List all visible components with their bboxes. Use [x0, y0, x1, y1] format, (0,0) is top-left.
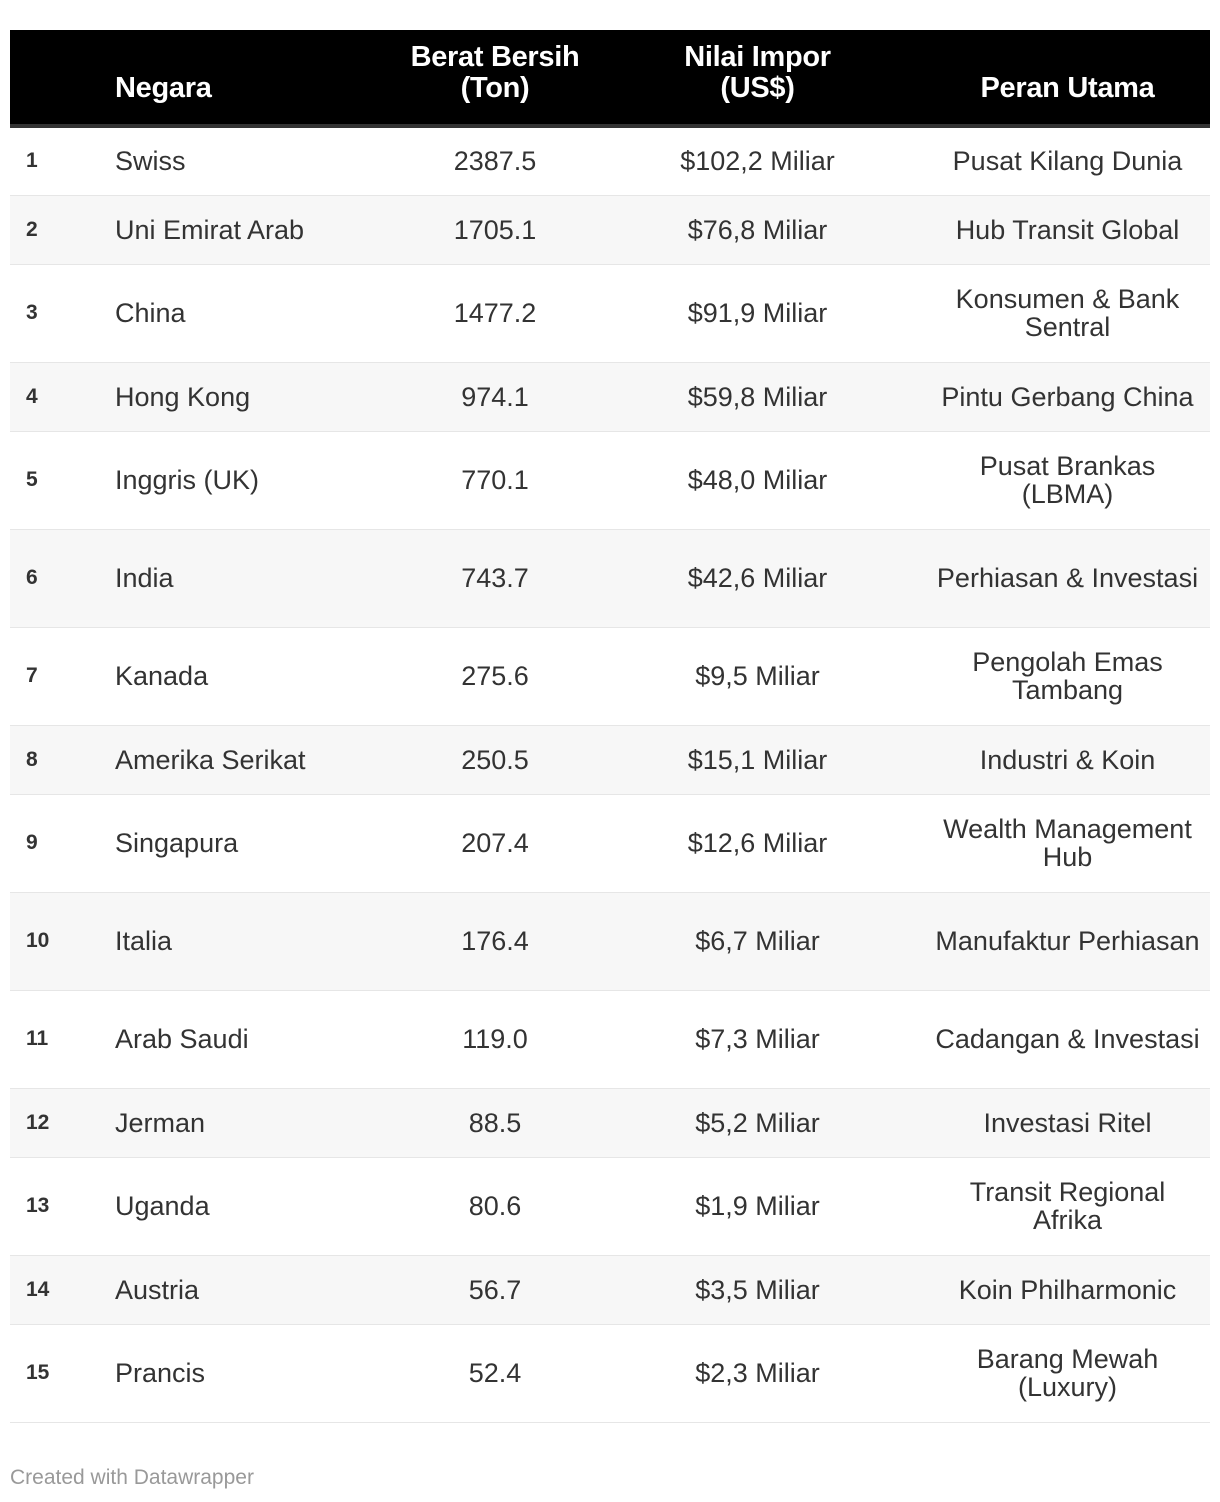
cell-rank: 11: [26, 1027, 49, 1050]
data-table-container: [10, 30, 1210, 1423]
table-row: [10, 1255, 1210, 1324]
header-weight-line-2: (Ton): [460, 72, 530, 104]
cell-role: Pusat Brankas (LBMA): [979, 451, 1156, 509]
cell-country: Jerman: [115, 1107, 206, 1138]
cell-role: Investasi Ritel: [983, 1107, 1152, 1138]
cell-weight: 743.7: [461, 563, 529, 593]
cell-weight: 80.6: [468, 1191, 522, 1221]
cell-role: Cadangan & Investasi: [935, 1024, 1200, 1054]
cell-weight: 176.4: [461, 926, 529, 956]
cell-role: Barang Mewah (Luxury): [976, 1344, 1159, 1402]
cell-role: Hub Transit Global: [955, 214, 1180, 245]
table-row: [10, 1088, 1210, 1157]
cell-role: Transit Regional Afrika: [969, 1177, 1166, 1235]
header-role[interactable]: Peran Utama: [925, 30, 1210, 126]
cell-country: Italia: [115, 926, 173, 956]
cell-value: $76,8 Miliar: [687, 214, 828, 245]
table-row: [10, 529, 1210, 627]
cell-rank: 5: [26, 468, 38, 491]
cell-rank: 1: [26, 149, 38, 173]
cell-role: Wealth Management Hub: [943, 814, 1192, 872]
cell-country: Kanada: [115, 661, 209, 691]
table-row: [10, 362, 1210, 431]
cell-rank: 7: [26, 664, 38, 687]
cell-weight: 56.7: [468, 1274, 522, 1305]
cell-rank: 4: [26, 384, 38, 408]
cell-role: Industri & Koin: [979, 744, 1156, 775]
table-row: [10, 627, 1210, 725]
cell-role: Pintu Gerbang China: [941, 381, 1194, 412]
header-weight-line-1: Berat Bersih: [410, 41, 580, 73]
header-row: [10, 30, 1210, 126]
table-row: [10, 126, 1210, 195]
cell-role: Koin Philharmonic: [958, 1274, 1177, 1305]
cell-value: $9,5 Miliar: [695, 661, 820, 691]
cell-value: $2,3 Miliar: [695, 1358, 820, 1388]
table-row: [10, 195, 1210, 264]
cell-country: India: [115, 563, 174, 593]
table-row: [10, 725, 1210, 794]
cell-weight: 770.1: [461, 465, 529, 495]
cell-value: $5,2 Miliar: [695, 1107, 820, 1138]
table-row: [10, 990, 1210, 1088]
cell-weight: 250.5: [461, 744, 529, 775]
cell-country: Prancis: [115, 1358, 206, 1388]
cell-rank: 6: [26, 566, 38, 589]
cell-weight: 1705.1: [453, 214, 537, 245]
cell-role: Perhiasan & Investasi: [936, 563, 1199, 593]
cell-country: Amerika Serikat: [115, 744, 306, 775]
cell-value: $91,9 Miliar: [687, 298, 828, 328]
cell-country: Singapura: [115, 828, 239, 858]
cell-value: $3,5 Miliar: [695, 1274, 820, 1305]
cell-value: $102,2 Miliar: [680, 146, 835, 177]
data-table: [10, 30, 1210, 1423]
cell-weight: 1477.2: [453, 298, 537, 328]
table-header: [10, 30, 1210, 126]
cell-value: $7,3 Miliar: [695, 1024, 820, 1054]
cell-role: Pengolah Emas Tambang: [972, 647, 1163, 705]
header-country[interactable]: Negara: [105, 30, 400, 126]
cell-value: $48,0 Miliar: [687, 465, 828, 495]
cell-role: Konsumen & Bank Sentral: [955, 284, 1180, 342]
cell-value: $15,1 Miliar: [687, 744, 828, 775]
cell-rank: 14: [26, 1277, 50, 1301]
table-row: [10, 264, 1210, 362]
cell-rank: 9: [26, 831, 38, 854]
cell-weight: 88.5: [468, 1107, 522, 1138]
cell-rank: 3: [26, 301, 38, 324]
cell-weight: 119.0: [462, 1024, 528, 1054]
table-row: [10, 1157, 1210, 1255]
cell-country: Austria: [115, 1274, 200, 1305]
table-row: [10, 1324, 1210, 1422]
cell-weight: 974.1: [461, 381, 529, 412]
cell-weight: 275.6: [461, 661, 529, 691]
cell-country: Uganda: [115, 1191, 210, 1221]
table-row: [10, 431, 1210, 529]
header-weight[interactable]: [400, 30, 590, 126]
footer-credit: Created with Datawrapper: [10, 1466, 254, 1489]
cell-rank: 12: [26, 1110, 50, 1134]
header-value[interactable]: [590, 30, 925, 126]
header-value-line-2: (US$): [720, 72, 795, 104]
cell-value: $59,8 Miliar: [687, 381, 828, 412]
cell-rank: 10: [26, 929, 50, 952]
cell-weight: 52.4: [468, 1358, 522, 1388]
cell-country: China: [115, 298, 186, 328]
cell-value: $1,9 Miliar: [695, 1191, 820, 1221]
cell-country: Uni Emirat Arab: [115, 214, 305, 245]
cell-rank: 15: [26, 1361, 50, 1384]
cell-role: Manufaktur Perhiasan: [935, 926, 1200, 956]
cell-value: $12,6 Miliar: [687, 828, 828, 858]
table-row: [10, 892, 1210, 990]
cell-rank: 13: [26, 1194, 50, 1217]
cell-country: Swiss: [115, 146, 186, 177]
table-body: [10, 126, 1210, 1422]
cell-weight: 2387.5: [453, 146, 537, 177]
cell-rank: 8: [26, 747, 38, 771]
cell-value: $42,6 Miliar: [687, 563, 828, 593]
cell-country: Inggris (UK): [115, 465, 260, 495]
cell-role: Pusat Kilang Dunia: [952, 146, 1183, 177]
cell-rank: 2: [26, 217, 38, 241]
table-row: [10, 794, 1210, 892]
header-rank: [10, 30, 105, 126]
cell-value: $6,7 Miliar: [695, 926, 820, 956]
cell-weight: 207.4: [461, 828, 529, 858]
cell-country: Arab Saudi: [115, 1024, 249, 1054]
cell-country: Hong Kong: [115, 381, 251, 412]
header-value-line-1: Nilai Impor: [684, 41, 831, 73]
